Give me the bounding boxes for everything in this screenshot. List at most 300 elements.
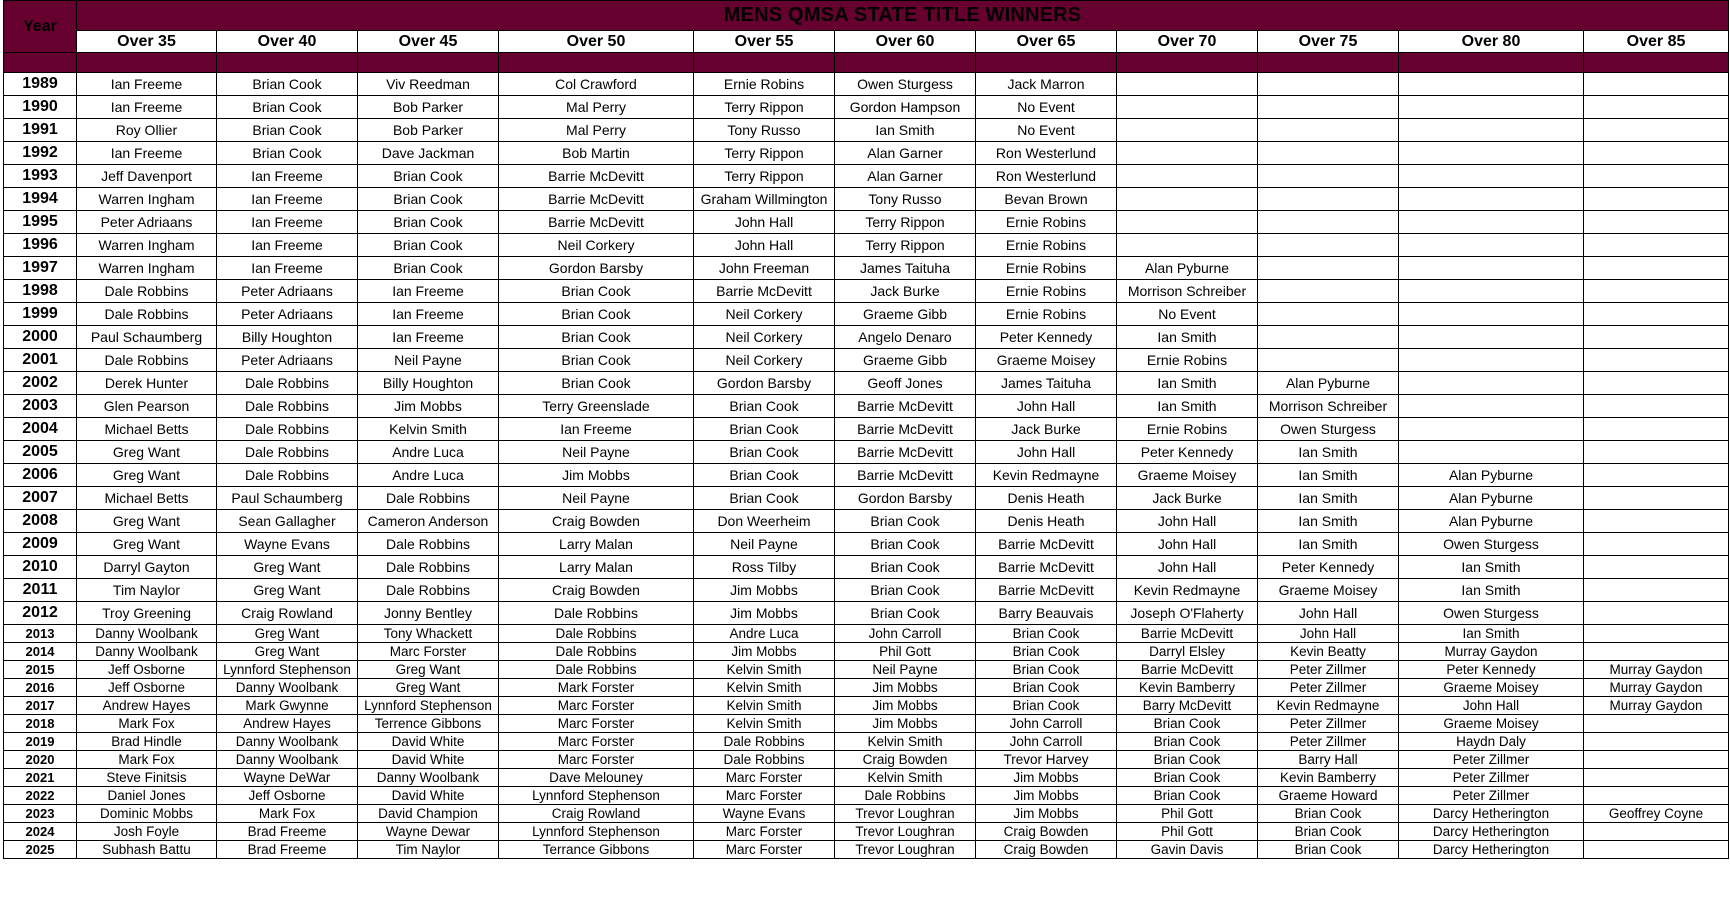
winner-cell[interactable] — [1117, 211, 1258, 234]
winner-cell[interactable] — [1399, 165, 1584, 188]
winner-cell[interactable] — [1399, 188, 1584, 211]
winner-cell[interactable] — [1584, 510, 1729, 533]
winner-cell[interactable]: Brad Freeme — [217, 823, 358, 841]
winner-cell[interactable]: Kelvin Smith — [835, 733, 976, 751]
winner-cell[interactable] — [1117, 96, 1258, 119]
winner-cell[interactable]: Barry Hall — [1258, 751, 1399, 769]
winner-cell[interactable]: Ernie Robins — [976, 234, 1117, 257]
winner-cell[interactable]: Brad Hindle — [77, 733, 217, 751]
winner-cell[interactable] — [1117, 165, 1258, 188]
winner-cell[interactable]: Darryl Elsley — [1117, 643, 1258, 661]
winner-cell[interactable]: Greg Want — [217, 579, 358, 602]
winner-cell[interactable]: Ian Freeme — [77, 73, 217, 96]
winner-cell[interactable] — [1584, 441, 1729, 464]
winner-cell[interactable] — [1584, 769, 1729, 787]
winner-cell[interactable]: Peter Kennedy — [1258, 556, 1399, 579]
winner-cell[interactable]: Phil Gott — [835, 643, 976, 661]
winner-cell[interactable]: Ian Freeme — [217, 211, 358, 234]
winner-cell[interactable]: Dale Robbins — [499, 625, 694, 643]
winner-cell[interactable]: Brian Cook — [976, 697, 1117, 715]
winner-cell[interactable]: Brad Freeme — [217, 841, 358, 859]
winner-cell[interactable]: Brian Cook — [976, 661, 1117, 679]
winner-cell[interactable]: Tim Naylor — [358, 841, 499, 859]
winner-cell[interactable]: John Hall — [1399, 697, 1584, 715]
winner-cell[interactable]: Darryl Gayton — [77, 556, 217, 579]
winner-cell[interactable]: Larry Malan — [499, 533, 694, 556]
winner-cell[interactable]: Ian Freeme — [358, 303, 499, 326]
winner-cell[interactable]: Warren Ingham — [77, 188, 217, 211]
winner-cell[interactable]: Barrie McDevitt — [499, 211, 694, 234]
winner-cell[interactable]: Jack Marron — [976, 73, 1117, 96]
winner-cell[interactable] — [1399, 326, 1584, 349]
winner-cell[interactable]: Phil Gott — [1117, 823, 1258, 841]
winner-cell[interactable]: Murray Gaydon — [1584, 697, 1729, 715]
winner-cell[interactable]: Angelo Denaro — [835, 326, 976, 349]
winner-cell[interactable]: Billy Houghton — [358, 372, 499, 395]
winner-cell[interactable]: Owen Sturgess — [1399, 533, 1584, 556]
year-cell[interactable]: 2016 — [4, 679, 77, 697]
winner-cell[interactable] — [1584, 73, 1729, 96]
winner-cell[interactable]: Geoffrey Coyne — [1584, 805, 1729, 823]
winner-cell[interactable]: Mal Perry — [499, 119, 694, 142]
winner-cell[interactable]: Ian Smith — [1117, 326, 1258, 349]
winner-cell[interactable]: Brian Cook — [499, 280, 694, 303]
winner-cell[interactable]: Wayne DeWar — [217, 769, 358, 787]
year-cell[interactable]: 2005 — [4, 441, 77, 464]
winner-cell[interactable]: Jonny Bentley — [358, 602, 499, 625]
winner-cell[interactable]: Warren Ingham — [77, 257, 217, 280]
winner-cell[interactable]: Ian Smith — [1258, 464, 1399, 487]
winner-cell[interactable]: Ernie Robins — [976, 257, 1117, 280]
winner-cell[interactable] — [1584, 165, 1729, 188]
winner-cell[interactable] — [1584, 326, 1729, 349]
winner-cell[interactable]: Col Crawford — [499, 73, 694, 96]
year-cell[interactable]: 2015 — [4, 661, 77, 679]
year-cell[interactable]: 2021 — [4, 769, 77, 787]
winner-cell[interactable]: Graeme Moisey — [1399, 715, 1584, 733]
year-cell[interactable]: 2018 — [4, 715, 77, 733]
winner-cell[interactable]: Owen Sturgess — [835, 73, 976, 96]
winner-cell[interactable]: Brian Cook — [976, 643, 1117, 661]
winner-cell[interactable]: Morrison Schreiber — [1117, 280, 1258, 303]
winner-cell[interactable]: Andre Luca — [358, 441, 499, 464]
winner-cell[interactable]: Peter Zillmer — [1258, 679, 1399, 697]
winner-cell[interactable] — [1584, 602, 1729, 625]
winner-cell[interactable]: Ian Freeme — [217, 165, 358, 188]
winner-cell[interactable]: David White — [358, 733, 499, 751]
winner-cell[interactable] — [1584, 395, 1729, 418]
year-cell[interactable]: 2011 — [4, 579, 77, 602]
winner-cell[interactable]: Paul Schaumberg — [217, 487, 358, 510]
winner-cell[interactable]: Gordon Barsby — [499, 257, 694, 280]
year-cell[interactable]: 1995 — [4, 211, 77, 234]
winner-cell[interactable] — [1584, 715, 1729, 733]
winner-cell[interactable] — [1584, 349, 1729, 372]
winner-cell[interactable]: Brian Cook — [1117, 715, 1258, 733]
winner-cell[interactable]: Mark Forster — [499, 679, 694, 697]
winner-cell[interactable]: Dale Robbins — [217, 464, 358, 487]
winner-cell[interactable]: Dale Robbins — [217, 441, 358, 464]
year-cell[interactable]: 1992 — [4, 142, 77, 165]
winner-cell[interactable]: Craig Bowden — [499, 510, 694, 533]
winner-cell[interactable]: Alan Garner — [835, 142, 976, 165]
winner-cell[interactable]: Kevin Beatty — [1258, 643, 1399, 661]
winner-cell[interactable]: John Hall — [694, 234, 835, 257]
winner-cell[interactable] — [1584, 643, 1729, 661]
winner-cell[interactable]: Terry Rippon — [835, 211, 976, 234]
winner-cell[interactable]: Tony Russo — [835, 188, 976, 211]
winner-cell[interactable] — [1584, 372, 1729, 395]
winner-cell[interactable]: Brian Cook — [358, 257, 499, 280]
winner-cell[interactable]: Jeff Osborne — [77, 661, 217, 679]
winner-cell[interactable]: Ian Freeme — [77, 96, 217, 119]
winner-cell[interactable]: Neil Payne — [499, 487, 694, 510]
winner-cell[interactable]: Barrie McDevitt — [835, 464, 976, 487]
winner-cell[interactable]: Graham Willmington — [694, 188, 835, 211]
winner-cell[interactable]: Craig Bowden — [976, 823, 1117, 841]
winner-cell[interactable]: Brian Cook — [835, 602, 976, 625]
winner-cell[interactable]: Peter Kennedy — [1117, 441, 1258, 464]
winner-cell[interactable]: Peter Kennedy — [976, 326, 1117, 349]
winner-cell[interactable]: Kelvin Smith — [358, 418, 499, 441]
winner-cell[interactable]: Peter Zillmer — [1258, 661, 1399, 679]
winner-cell[interactable]: Dale Robbins — [694, 751, 835, 769]
winner-cell[interactable]: Greg Want — [77, 464, 217, 487]
winner-cell[interactable]: James Taituha — [976, 372, 1117, 395]
winner-cell[interactable]: Craig Rowland — [499, 805, 694, 823]
year-cell[interactable]: 2022 — [4, 787, 77, 805]
winner-cell[interactable]: Craig Bowden — [499, 579, 694, 602]
year-cell[interactable]: 2004 — [4, 418, 77, 441]
winner-cell[interactable] — [1258, 73, 1399, 96]
winner-cell[interactable] — [1117, 234, 1258, 257]
winner-cell[interactable]: Kelvin Smith — [694, 661, 835, 679]
winner-cell[interactable]: Owen Sturgess — [1399, 602, 1584, 625]
winner-cell[interactable] — [1258, 165, 1399, 188]
winner-cell[interactable]: Brian Cook — [499, 326, 694, 349]
winner-cell[interactable]: Jim Mobbs — [835, 679, 976, 697]
winner-cell[interactable]: Gordon Barsby — [694, 372, 835, 395]
winner-cell[interactable]: Darcy Hetherington — [1399, 823, 1584, 841]
winner-cell[interactable]: Brian Cook — [217, 96, 358, 119]
winner-cell[interactable]: Dominic Mobbs — [77, 805, 217, 823]
winner-cell[interactable]: Barrie McDevitt — [835, 395, 976, 418]
winner-cell[interactable]: Peter Zillmer — [1258, 733, 1399, 751]
winner-cell[interactable]: Ian Freeme — [77, 142, 217, 165]
winner-cell[interactable]: Peter Zillmer — [1258, 715, 1399, 733]
winner-cell[interactable]: Ernie Robins — [1117, 418, 1258, 441]
winner-cell[interactable]: Troy Greening — [77, 602, 217, 625]
winner-cell[interactable]: Jim Mobbs — [976, 769, 1117, 787]
winner-cell[interactable]: Dale Robbins — [217, 395, 358, 418]
winner-cell[interactable]: Peter Kennedy — [1399, 661, 1584, 679]
winner-cell[interactable]: Kelvin Smith — [835, 769, 976, 787]
winner-cell[interactable] — [1584, 119, 1729, 142]
column-header[interactable]: Over 45 — [358, 31, 499, 53]
winner-cell[interactable]: Lynnford Stephenson — [499, 787, 694, 805]
column-header[interactable]: Over 85 — [1584, 31, 1729, 53]
winner-cell[interactable]: Paul Schaumberg — [77, 326, 217, 349]
winner-cell[interactable]: David Champion — [358, 805, 499, 823]
winner-cell[interactable]: Viv Reedman — [358, 73, 499, 96]
winner-cell[interactable]: Jim Mobbs — [694, 579, 835, 602]
winner-cell[interactable]: Barrie McDevitt — [499, 165, 694, 188]
winner-cell[interactable]: Jim Mobbs — [976, 787, 1117, 805]
winner-cell[interactable]: Ernie Robins — [976, 280, 1117, 303]
winner-cell[interactable]: Graeme Moisey — [1117, 464, 1258, 487]
winner-cell[interactable]: Peter Zillmer — [1399, 769, 1584, 787]
winner-cell[interactable] — [1258, 280, 1399, 303]
winner-cell[interactable]: Craig Bowden — [835, 751, 976, 769]
winner-cell[interactable]: Neil Payne — [694, 533, 835, 556]
winner-cell[interactable]: Ian Freeme — [499, 418, 694, 441]
table-title[interactable]: MENS QMSA STATE TITLE WINNERS — [77, 1, 1729, 31]
winner-cell[interactable]: Neil Corkery — [499, 234, 694, 257]
winner-cell[interactable] — [1258, 234, 1399, 257]
year-cell[interactable]: 1998 — [4, 280, 77, 303]
winner-cell[interactable]: Brian Cook — [1117, 751, 1258, 769]
winner-cell[interactable] — [1399, 234, 1584, 257]
winner-cell[interactable]: Tony Whackett — [358, 625, 499, 643]
year-cell[interactable]: 2008 — [4, 510, 77, 533]
winner-cell[interactable]: Neil Corkery — [694, 326, 835, 349]
winner-cell[interactable]: Brian Cook — [217, 142, 358, 165]
winner-cell[interactable]: Mark Gwynne — [217, 697, 358, 715]
winner-cell[interactable]: Brian Cook — [358, 188, 499, 211]
winner-cell[interactable]: Subhash Battu — [77, 841, 217, 859]
winner-cell[interactable]: Andrew Hayes — [217, 715, 358, 733]
year-cell[interactable]: 2002 — [4, 372, 77, 395]
winner-cell[interactable]: Dale Robbins — [358, 487, 499, 510]
winner-cell[interactable]: John Hall — [1117, 510, 1258, 533]
column-header[interactable]: Over 40 — [217, 31, 358, 53]
winner-cell[interactable]: Marc Forster — [694, 823, 835, 841]
winner-cell[interactable]: Brian Cook — [835, 556, 976, 579]
winner-cell[interactable]: Danny Woolbank — [358, 769, 499, 787]
winner-cell[interactable]: Kevin Bamberry — [1258, 769, 1399, 787]
winner-cell[interactable]: Dale Robbins — [77, 303, 217, 326]
winner-cell[interactable]: Joseph O'Flaherty — [1117, 602, 1258, 625]
winner-cell[interactable]: Ian Freeme — [217, 188, 358, 211]
winner-cell[interactable]: Mal Perry — [499, 96, 694, 119]
winner-cell[interactable]: John Hall — [1117, 533, 1258, 556]
winner-cell[interactable] — [1584, 418, 1729, 441]
winner-cell[interactable]: Barrie McDevitt — [835, 441, 976, 464]
winner-cell[interactable]: Neil Payne — [499, 441, 694, 464]
winner-cell[interactable]: Brian Cook — [835, 533, 976, 556]
winner-cell[interactable] — [1584, 823, 1729, 841]
winner-cell[interactable]: Barrie McDevitt — [694, 280, 835, 303]
winner-cell[interactable] — [1399, 418, 1584, 441]
winner-cell[interactable]: Alan Pyburne — [1399, 464, 1584, 487]
winner-cell[interactable]: Trevor Loughran — [835, 841, 976, 859]
winner-cell[interactable]: Terry Rippon — [694, 96, 835, 119]
winner-cell[interactable]: John Hall — [976, 395, 1117, 418]
winner-cell[interactable] — [1258, 303, 1399, 326]
winner-cell[interactable]: Barrie McDevitt — [976, 533, 1117, 556]
winner-cell[interactable]: Ron Westerlund — [976, 142, 1117, 165]
winner-cell[interactable]: Danny Woolbank — [217, 751, 358, 769]
winner-cell[interactable]: Marc Forster — [499, 751, 694, 769]
winner-cell[interactable]: Terry Greenslade — [499, 395, 694, 418]
winner-cell[interactable]: Craig Bowden — [976, 841, 1117, 859]
winner-cell[interactable] — [1258, 188, 1399, 211]
winner-cell[interactable] — [1584, 751, 1729, 769]
winner-cell[interactable]: Neil Corkery — [694, 303, 835, 326]
winner-cell[interactable]: Billy Houghton — [217, 326, 358, 349]
winner-cell[interactable] — [1584, 625, 1729, 643]
winner-cell[interactable] — [1399, 96, 1584, 119]
year-cell[interactable]: 2009 — [4, 533, 77, 556]
winner-cell[interactable]: Peter Adriaans — [217, 280, 358, 303]
winner-cell[interactable] — [1258, 349, 1399, 372]
winner-cell[interactable]: Marc Forster — [694, 787, 835, 805]
winner-cell[interactable]: Graeme Moisey — [1399, 679, 1584, 697]
winner-cell[interactable]: Ian Smith — [1258, 441, 1399, 464]
winner-cell[interactable] — [1584, 787, 1729, 805]
winner-cell[interactable] — [1584, 188, 1729, 211]
winner-cell[interactable]: Brian Cook — [358, 165, 499, 188]
winner-cell[interactable]: Dale Robbins — [499, 602, 694, 625]
winner-cell[interactable]: Brian Cook — [1258, 823, 1399, 841]
winner-cell[interactable]: Brian Cook — [499, 349, 694, 372]
winner-cell[interactable]: Barrie McDevitt — [976, 579, 1117, 602]
winner-cell[interactable] — [1584, 733, 1729, 751]
winner-cell[interactable]: Brian Cook — [1117, 733, 1258, 751]
winner-cell[interactable]: Jeff Davenport — [77, 165, 217, 188]
winner-cell[interactable] — [1258, 326, 1399, 349]
year-cell[interactable]: 2024 — [4, 823, 77, 841]
winner-cell[interactable]: John Hall — [694, 211, 835, 234]
winner-cell[interactable]: Graeme Moisey — [1258, 579, 1399, 602]
winner-cell[interactable] — [1584, 464, 1729, 487]
winner-cell[interactable]: Ian Smith — [835, 119, 976, 142]
winner-cell[interactable]: Mark Fox — [77, 715, 217, 733]
winner-cell[interactable]: Kevin Redmayne — [976, 464, 1117, 487]
winner-cell[interactable]: Tony Russo — [694, 119, 835, 142]
winner-cell[interactable]: Kelvin Smith — [694, 679, 835, 697]
winner-cell[interactable]: Wayne Evans — [217, 533, 358, 556]
winner-cell[interactable]: John Hall — [976, 441, 1117, 464]
winner-cell[interactable]: Marc Forster — [694, 769, 835, 787]
winner-cell[interactable]: Alan Pyburne — [1117, 257, 1258, 280]
winner-cell[interactable]: Terry Rippon — [835, 234, 976, 257]
winner-cell[interactable] — [1584, 487, 1729, 510]
winner-cell[interactable]: Brian Cook — [217, 119, 358, 142]
winner-cell[interactable]: Brian Cook — [1258, 805, 1399, 823]
year-cell[interactable]: 1996 — [4, 234, 77, 257]
year-cell[interactable]: 2020 — [4, 751, 77, 769]
winner-cell[interactable]: Murray Gaydon — [1584, 661, 1729, 679]
year-cell[interactable]: 1997 — [4, 257, 77, 280]
winner-cell[interactable]: Dale Robbins — [358, 533, 499, 556]
winner-cell[interactable]: Morrison Schreiber — [1258, 395, 1399, 418]
winner-cell[interactable]: No Event — [1117, 303, 1258, 326]
winner-cell[interactable]: Dale Robbins — [835, 787, 976, 805]
winner-cell[interactable]: Dale Robbins — [217, 418, 358, 441]
winner-cell[interactable]: Haydn Daly — [1399, 733, 1584, 751]
winner-cell[interactable]: Trevor Loughran — [835, 823, 976, 841]
winner-cell[interactable] — [1117, 119, 1258, 142]
winner-cell[interactable]: Michael Betts — [77, 487, 217, 510]
winner-cell[interactable]: Jim Mobbs — [835, 715, 976, 733]
year-cell[interactable]: 2023 — [4, 805, 77, 823]
winner-cell[interactable]: Darcy Hetherington — [1399, 841, 1584, 859]
winner-cell[interactable]: Peter Zillmer — [1399, 787, 1584, 805]
winner-cell[interactable]: Brian Cook — [694, 395, 835, 418]
winner-cell[interactable]: Bob Martin — [499, 142, 694, 165]
winner-cell[interactable]: Jeff Osborne — [77, 679, 217, 697]
winner-cell[interactable]: Michael Betts — [77, 418, 217, 441]
winner-cell[interactable]: Bob Parker — [358, 119, 499, 142]
winner-cell[interactable]: Dale Robbins — [499, 661, 694, 679]
winner-cell[interactable]: Brian Cook — [358, 211, 499, 234]
winner-cell[interactable]: Marc Forster — [499, 715, 694, 733]
winner-cell[interactable]: Jack Burke — [976, 418, 1117, 441]
column-header[interactable]: Over 65 — [976, 31, 1117, 53]
column-header[interactable]: Over 55 — [694, 31, 835, 53]
winner-cell[interactable]: Alan Pyburne — [1399, 487, 1584, 510]
year-cell[interactable]: 2025 — [4, 841, 77, 859]
winner-cell[interactable] — [1584, 303, 1729, 326]
winner-cell[interactable] — [1399, 303, 1584, 326]
winner-cell[interactable]: Jim Mobbs — [976, 805, 1117, 823]
winner-cell[interactable]: Sean Gallagher — [217, 510, 358, 533]
winner-cell[interactable]: Alan Pyburne — [1399, 510, 1584, 533]
winner-cell[interactable]: Graeme Moisey — [976, 349, 1117, 372]
year-cell[interactable]: 2001 — [4, 349, 77, 372]
winner-cell[interactable]: Mark Fox — [77, 751, 217, 769]
winner-cell[interactable]: Neil Corkery — [694, 349, 835, 372]
year-cell[interactable]: 2013 — [4, 625, 77, 643]
winner-cell[interactable]: Kelvin Smith — [694, 697, 835, 715]
winner-cell[interactable]: Barry McDevitt — [1117, 697, 1258, 715]
winner-cell[interactable] — [1584, 234, 1729, 257]
winner-cell[interactable]: Jim Mobbs — [358, 395, 499, 418]
winner-cell[interactable]: Gordon Hampson — [835, 96, 976, 119]
winner-cell[interactable]: Greg Want — [358, 679, 499, 697]
winner-cell[interactable]: Lynnford Stephenson — [217, 661, 358, 679]
winner-cell[interactable]: John Hall — [1258, 602, 1399, 625]
year-cell[interactable]: 1993 — [4, 165, 77, 188]
year-header[interactable]: Year — [4, 1, 77, 53]
year-cell[interactable]: 1994 — [4, 188, 77, 211]
winner-cell[interactable] — [1117, 142, 1258, 165]
winner-cell[interactable]: Andrew Hayes — [77, 697, 217, 715]
winner-cell[interactable]: Ian Freeme — [217, 257, 358, 280]
winner-cell[interactable]: Ian Smith — [1258, 510, 1399, 533]
winner-cell[interactable]: Andre Luca — [358, 464, 499, 487]
column-header[interactable]: Over 50 — [499, 31, 694, 53]
winner-cell[interactable] — [1258, 96, 1399, 119]
winner-cell[interactable]: Glen Pearson — [77, 395, 217, 418]
winner-cell[interactable]: Brian Cook — [217, 73, 358, 96]
winner-cell[interactable]: Alan Pyburne — [1258, 372, 1399, 395]
winner-cell[interactable]: Greg Want — [217, 625, 358, 643]
winner-cell[interactable]: Ernie Robins — [976, 211, 1117, 234]
column-header[interactable]: Over 35 — [77, 31, 217, 53]
winner-cell[interactable]: Dave Melouney — [499, 769, 694, 787]
winner-cell[interactable]: Brian Cook — [835, 510, 976, 533]
year-cell[interactable]: 2019 — [4, 733, 77, 751]
winner-cell[interactable]: Greg Want — [358, 661, 499, 679]
winner-cell[interactable] — [1399, 395, 1584, 418]
winner-cell[interactable]: Brian Cook — [1117, 787, 1258, 805]
winner-cell[interactable]: Jim Mobbs — [694, 643, 835, 661]
winner-cell[interactable]: John Carroll — [976, 733, 1117, 751]
year-cell[interactable]: 2006 — [4, 464, 77, 487]
winner-cell[interactable]: Dave Jackman — [358, 142, 499, 165]
